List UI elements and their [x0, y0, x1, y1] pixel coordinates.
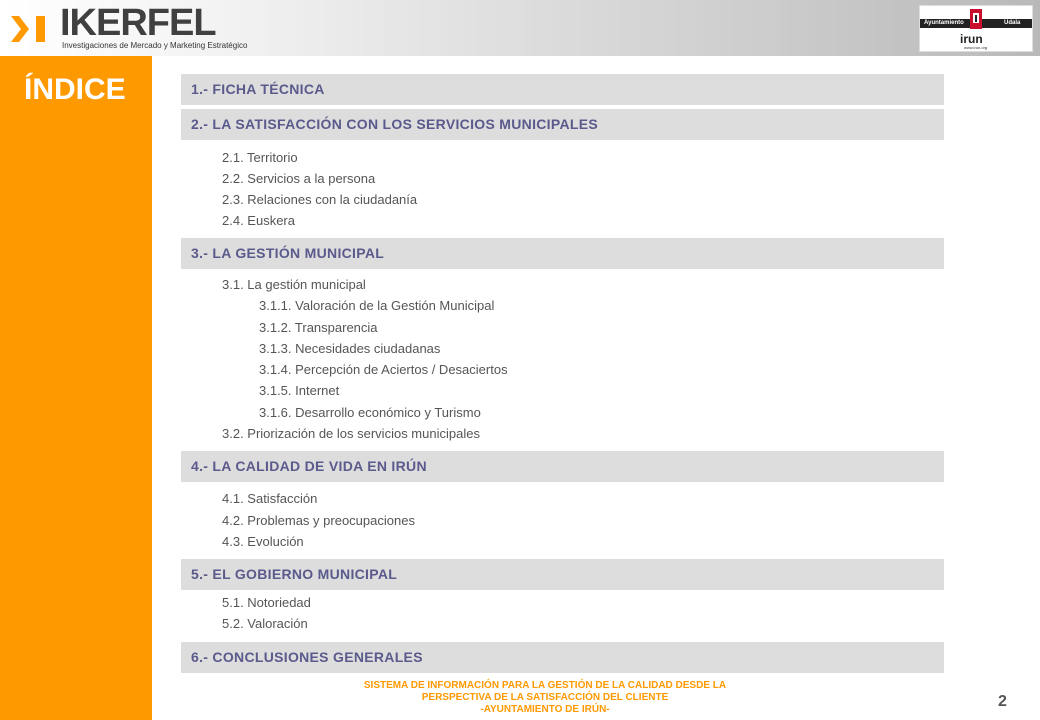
- toc-item[interactable]: 2.1. Territorio: [222, 150, 298, 165]
- logo-subtitle: Investigaciones de Mercado y Marketing Estratégico: [62, 41, 248, 50]
- ikerfel-logo-icon: [9, 12, 49, 46]
- partner-name: irun: [960, 32, 983, 46]
- section-header-2[interactable]: [181, 109, 944, 140]
- toc-item[interactable]: 3.2. Priorización de los servicios municipales: [222, 426, 480, 441]
- section-label: 5.- EL GOBIERNO MUNICIPAL: [191, 566, 398, 582]
- section-header-5[interactable]: [181, 559, 944, 590]
- footer: [280, 680, 810, 716]
- footer-line: PERSPECTIVA DE LA SATISFACCIÓN DEL CLIENTE: [421, 692, 669, 703]
- section-header-1[interactable]: [181, 74, 944, 105]
- toc-subitem[interactable]: 3.1.2. Transparencia: [259, 320, 378, 335]
- toc-item[interactable]: 2.3. Relaciones con la ciudadanía: [222, 192, 418, 207]
- section-header-4[interactable]: [181, 451, 944, 482]
- footer-line: SISTEMA DE INFORMACIÓN PARA LA GESTIÓN DE LA CALIDAD DESDE LA: [363, 680, 727, 691]
- logo-text: IKERFEL: [60, 2, 216, 44]
- toc-item[interactable]: 4.3. Evolución: [222, 534, 304, 549]
- crest-icon: [967, 8, 985, 32]
- toc-subitem[interactable]: 3.1.3. Necesidades ciudadanas: [259, 341, 441, 356]
- irun-logo: [919, 5, 1033, 52]
- partner-left-label: Ayuntamiento: [924, 20, 964, 26]
- page-number: 2: [998, 693, 1007, 710]
- section-header-6[interactable]: [181, 642, 944, 673]
- toc-subitem[interactable]: 3.1.6. Desarrollo económico y Turismo: [259, 405, 481, 420]
- section-label: 4.- LA CALIDAD DE VIDA EN IRÚN: [191, 458, 427, 474]
- toc-item[interactable]: 4.2. Problemas y preocupaciones: [222, 513, 415, 528]
- toc-subitem[interactable]: 3.1.4. Percepción de Aciertos / Desaciertos: [259, 362, 508, 377]
- toc-subitem[interactable]: 3.1.1. Valoración de la Gestión Municipal: [259, 298, 495, 313]
- toc-item[interactable]: 5.2. Valoración: [222, 616, 308, 631]
- toc-item[interactable]: 5.1. Notoriedad: [222, 595, 311, 610]
- section-label: 3.- LA GESTIÓN MUNICIPAL: [191, 245, 385, 261]
- partner-right-label: Udala: [1004, 20, 1021, 26]
- toc-item[interactable]: 4.1. Satisfacción: [222, 491, 318, 506]
- section-label: 2.- LA SATISFACCIÓN CON LOS SERVICIOS MUNICIPALES: [191, 116, 598, 132]
- sidebar: [0, 56, 152, 720]
- page-title: ÍNDICE: [24, 73, 126, 106]
- section-label: 6.- CONCLUSIONES GENERALES: [191, 649, 423, 665]
- toc-subitem[interactable]: 3.1.5. Internet: [259, 383, 340, 398]
- toc-item[interactable]: 2.2. Servicios a la persona: [222, 171, 376, 186]
- toc-item[interactable]: 3.1. La gestión municipal: [222, 277, 366, 292]
- section-header-3[interactable]: [181, 238, 944, 269]
- footer-line: -AYUNTAMIENTO DE IRÚN-: [480, 704, 610, 715]
- toc-item[interactable]: 2.4. Euskera: [222, 213, 295, 228]
- section-label: 1.- FICHA TÉCNICA: [191, 81, 325, 97]
- partner-url: www.irun.org: [964, 45, 988, 50]
